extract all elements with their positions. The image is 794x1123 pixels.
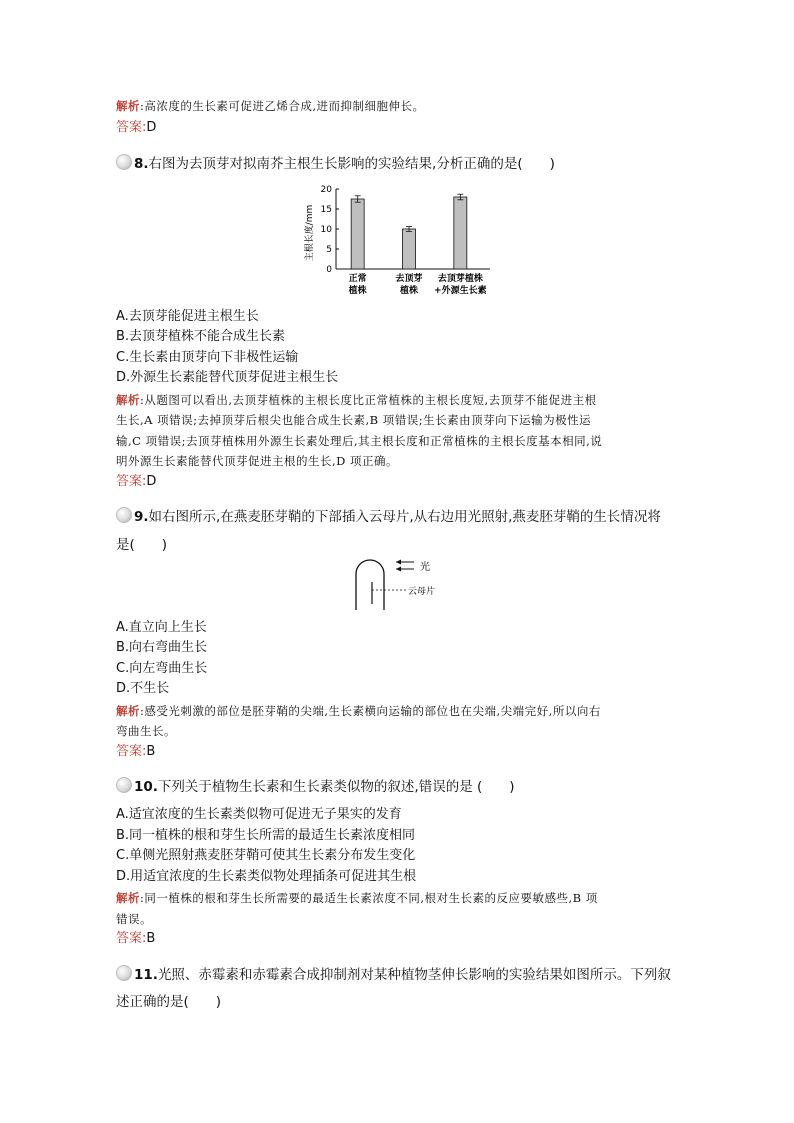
q7-answer: 答案:D — [116, 120, 157, 135]
q9-option-c: C.向左弯曲生长 — [116, 661, 208, 676]
q8-explanation-line-4: 明外源生长素能替代顶芽促进主根的生长,D 项正确。 — [116, 454, 399, 468]
q8-explanation-line-1: 解析:从题图可以看出,去顶芽植株的主根长度比正常植株的主根长度短,去顶芽不能促进主根 — [116, 393, 597, 407]
q8-explanation-line-3: 输,C 项错误;去顶芽植株用外源生长素处理后,其主根长度和正常植株的主根长度基本相同,说 — [116, 434, 603, 448]
q8-explanation-line-2: 生长,A 项错误;去掉顶芽后根尖也能合成生长素,B 项错误;生长素由顶芽向下运输为极性运 — [116, 413, 592, 427]
explanation-label: 解析 — [116, 99, 140, 113]
q9-explanation-line-2: 弯曲生长。 — [116, 724, 176, 738]
light-arrows-icon — [396, 560, 414, 572]
mica-label: 云母片 — [408, 587, 436, 597]
chart-ylabel: 主根长度/mm — [305, 204, 315, 262]
chart-bars — [351, 194, 467, 269]
q8-option-c: C.生长素由顶芽向下非极性运输 — [116, 350, 299, 365]
x-category-label: 去顶芽 — [395, 274, 423, 284]
q10-explanation-line-2: 错误。 — [116, 912, 152, 926]
q10-stem: 10.下列关于植物生长素和生长素类似物的叙述,错误的是 ( ) — [116, 777, 515, 797]
light-label: 光 — [420, 562, 430, 573]
q8-option-d: D.外源生长素能替代顶芽促进主根生长 — [116, 370, 339, 385]
q9-answer: 答案:B — [116, 744, 156, 759]
q10-option-a: A.适宜浓度的生长素类似物可促进无子果实的发育 — [116, 807, 402, 822]
q8-bar-chart — [300, 183, 500, 303]
q9-option-b: B.向右弯曲生长 — [116, 640, 208, 655]
x-category-label: 植株 — [348, 286, 367, 296]
question-bullet-icon — [116, 777, 132, 793]
answer-label: 答案 — [116, 744, 143, 759]
y-tick-label: 10 — [320, 225, 332, 235]
x-category-label: 去顶芽植株 — [437, 274, 483, 284]
answer-label: 答案 — [116, 120, 143, 135]
y-tick-label: 20 — [320, 185, 332, 195]
x-category-label: +外源生长素 — [434, 286, 487, 296]
bar — [454, 197, 467, 269]
x-category-label: 正常 — [348, 274, 367, 284]
question-bullet-icon — [116, 507, 132, 523]
question-bullet-icon — [116, 154, 132, 170]
q8-option-b: B.去顶芽植株不能合成生长素 — [116, 329, 286, 344]
q9-coleoptile-figure — [350, 554, 460, 612]
q10-option-c: C.单侧光照射燕麦胚芽鞘可使其生长素分布发生变化 — [116, 848, 416, 863]
explanation-label: 解析 — [116, 393, 140, 407]
q10-option-b: B.同一植株的根和芽生长所需的最适生长素浓度相同 — [116, 828, 416, 843]
bar — [351, 199, 364, 269]
explanation-label: 解析 — [116, 704, 140, 718]
question-bullet-icon — [116, 965, 132, 981]
q8-option-a: A.去顶芽能促进主根生长 — [116, 309, 259, 324]
q11-stem-line-1: 11.光照、赤霉素和赤霉素合成抑制剂对某种植物茎伸长影响的实验结果如图所示。下列叙 — [116, 965, 671, 985]
q10-answer: 答案:B — [116, 931, 156, 946]
answer-label: 答案 — [116, 474, 143, 489]
q9-option-a: A.直立向上生长 — [116, 620, 207, 635]
q11-stem-line-2: 述正确的是( ) — [116, 994, 222, 1010]
y-tick-label: 15 — [320, 205, 332, 215]
x-category-label: 植株 — [399, 286, 419, 296]
y-tick-label: 5 — [326, 245, 332, 255]
q7-explanation: 解析:高浓度的生长素可促进乙烯合成,进而抑制细胞伸长。 — [116, 99, 425, 113]
q9-option-d: D.不生长 — [116, 681, 170, 696]
q8-stem: 8.右图为去顶芽对拟南芥主根生长影响的实验结果,分析正确的是( ) — [116, 154, 555, 174]
q10-explanation-line-1: 解析:同一植株的根和芽生长所需要的最适生长素浓度不同,根对生长素的反应要敏感些,B 项 — [116, 891, 598, 905]
q10-option-d: D.用适宜浓度的生长素类似物处理插条可促进其生根 — [116, 869, 417, 884]
q9-explanation-line-1: 解析:感受光刺激的部位是胚芽鞘的尖端,生长素横向运输的部位也在尖端,尖端完好,所以向右 — [116, 704, 601, 718]
chart-x-labels — [349, 272, 487, 296]
bar — [403, 229, 416, 269]
q9-stem-line-1: 9.如右图所示,在燕麦胚芽鞘的下部插入云母片,从右边用光照射,燕麦胚芽鞘的生长情况将 — [116, 507, 661, 527]
explanation-label: 解析 — [116, 891, 140, 905]
answer-label: 答案 — [116, 931, 143, 946]
y-tick-label: 0 — [326, 265, 332, 275]
q8-answer: 答案:D — [116, 474, 157, 489]
q9-stem-line-2: 是( ) — [116, 537, 168, 553]
